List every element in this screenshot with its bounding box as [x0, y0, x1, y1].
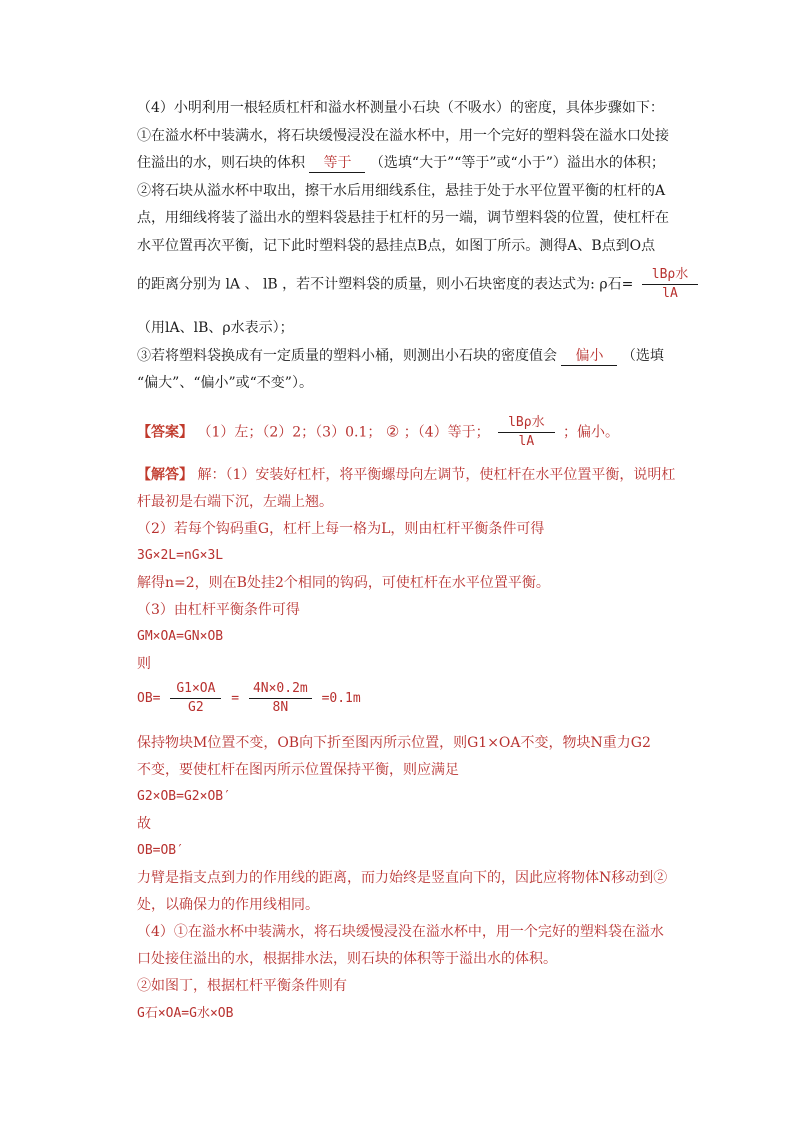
explain-line-3g: 故: [137, 816, 151, 832]
explain-line-1b: 杆最初是右端下沉，左端上翘。: [137, 494, 333, 510]
explain-line-4a: （4）①在溢水杯中装满水，将石块缓慢浸没在溢水杯中，用一个完好的塑料袋在溢水: [137, 924, 664, 940]
step2-d-mid: ，若不计塑料袋的质量，则小石块密度的表达式为:: [282, 276, 595, 293]
density-fraction-numerator: lBρ水: [642, 266, 698, 285]
answer-line: [137, 414, 619, 451]
density-fraction-denominator: lA: [662, 286, 678, 301]
explain-line-4d: G石×OA=G水×OB: [137, 1006, 234, 1021]
step2-line-d: [137, 266, 702, 303]
ob-result: =0.1m: [321, 691, 361, 706]
ob-fraction-1-denominator: G2: [188, 700, 204, 715]
symbol-lb: lB: [262, 276, 278, 293]
step2-d-pre: 的距离分别为: [137, 276, 221, 293]
answer-fraction-denominator: lA: [518, 434, 535, 449]
step3-post: （选填: [621, 348, 664, 364]
step1-line-b: [137, 153, 665, 173]
step1-pre: 住溢出的水，则石块的体积: [137, 155, 305, 171]
separator: 、: [244, 276, 259, 293]
ob-fraction-1: [170, 680, 221, 717]
step1-post: （选填“大于”“等于”或“小于”）溢出水的体积；: [369, 155, 665, 171]
explain-line-3c: 则: [137, 656, 151, 672]
explain-line-3b: GM×OA=GN×OB: [137, 629, 224, 644]
step1-line-a: ①在溢水杯中装满水，将石块缓慢浸没在溢水杯中，用一个完好的塑料袋在溢水口处接: [137, 128, 669, 144]
answer-end: ；偏小。: [563, 424, 620, 441]
explain-line-3i: 力臂是指支点到力的作用线的距离，而力始终是竖直向下的，因此应将物体N移动到②: [137, 870, 668, 886]
explain-line-3f: G2×OB=G2×OB′: [137, 789, 231, 804]
step3-pre: ③若将塑料袋换成有一定质量的塑料小桶，则测出小石块的密度值会: [137, 348, 557, 364]
step2-line-e: （用lA、lB、ρ水表示）；: [137, 320, 294, 336]
explain-line-2c: 解得n=2，则在B处挂2个相同的钩码，可使杠杆在水平位置平衡。: [137, 575, 550, 591]
answer-circled-2: ②: [385, 422, 400, 441]
explain-line-3e: 不变，要使杠杆在图丙所示位置保持平衡，则应满足: [137, 762, 459, 778]
explain-line-3h: OB=OB′: [137, 843, 184, 858]
ob-fraction-2-numerator: 4N×0.2m: [249, 680, 312, 699]
step3-line-b: “偏大”、“偏小”或“不变”）。: [137, 375, 313, 391]
answer-fraction-numerator: lBρ水: [498, 414, 554, 433]
ob-equals: =: [231, 691, 240, 706]
step2-line-b: 点，用细线将装了溢出水的塑料袋悬挂于杠杆的另一端，调节塑料袋的位置，使杠杆在: [137, 210, 669, 226]
answer-blank-density: 偏小: [561, 348, 617, 366]
answer-text: （1）左；（2）2；（3）0.1；: [197, 424, 382, 441]
explain-line-2a: （2）若每个钩码重G，杠杆上每一格为L，则由杠杆平衡条件可得: [137, 521, 545, 537]
answer-tag: 【答案】: [137, 424, 193, 441]
step3-line-a: [137, 346, 664, 366]
step2-line-a: ②将石块从溢水杯中取出，擦干水后用细线系住，悬挂于处于水平位置平衡的杠杆的A: [137, 183, 666, 199]
ob-fraction-1-numerator: G1×OA: [170, 680, 221, 699]
q4-intro: （4）小明利用一根轻质杠杆和溢水杯测量小石块（不吸水）的密度，具体步骤如下：: [137, 100, 664, 116]
answer-fraction: [498, 414, 554, 451]
ob-lhs: OB=: [137, 691, 161, 706]
rho-stone-label: ρ石=: [599, 276, 634, 293]
explain-tag: 【解答】: [137, 467, 193, 483]
density-fraction: [642, 266, 698, 303]
explain-1a: 解：（1）安装好杠杆，将平衡螺母向左调节，使杠杆在水平位置平衡，说明杠: [197, 467, 676, 483]
step2-line-c: 水平位置再次平衡，记下此时塑料袋的悬挂点B点，如图丁所示。测得A、B点到O点: [137, 238, 656, 254]
explain-line-1a: [137, 465, 675, 485]
explain-line-4b: 口处接住溢出的水，根据排水法，则石块的体积等于溢出水的体积。: [137, 951, 557, 967]
explain-line-3a: （3）由杠杆平衡条件可得: [137, 602, 300, 618]
ob-equation: [137, 680, 361, 717]
answer-blank-volume: 等于: [309, 155, 365, 173]
ob-fraction-2-denominator: 8N: [272, 700, 289, 715]
answer-text2: ；（4）等于；: [403, 424, 490, 441]
explain-line-2b: 3G×2L=nG×3L: [137, 548, 224, 563]
explain-line-4c: ②如图丁，根据杠杆平衡条件则有: [137, 978, 347, 994]
ob-fraction-2: [249, 680, 312, 717]
explain-line-3j: 处，以确保力的作用线相同。: [137, 897, 319, 913]
symbol-la: lA: [225, 276, 241, 293]
explain-line-3d: 保持物块M位置不变，OB向下折至图丙所示位置，则G1×OA不变，物块N重力G2: [137, 735, 651, 751]
